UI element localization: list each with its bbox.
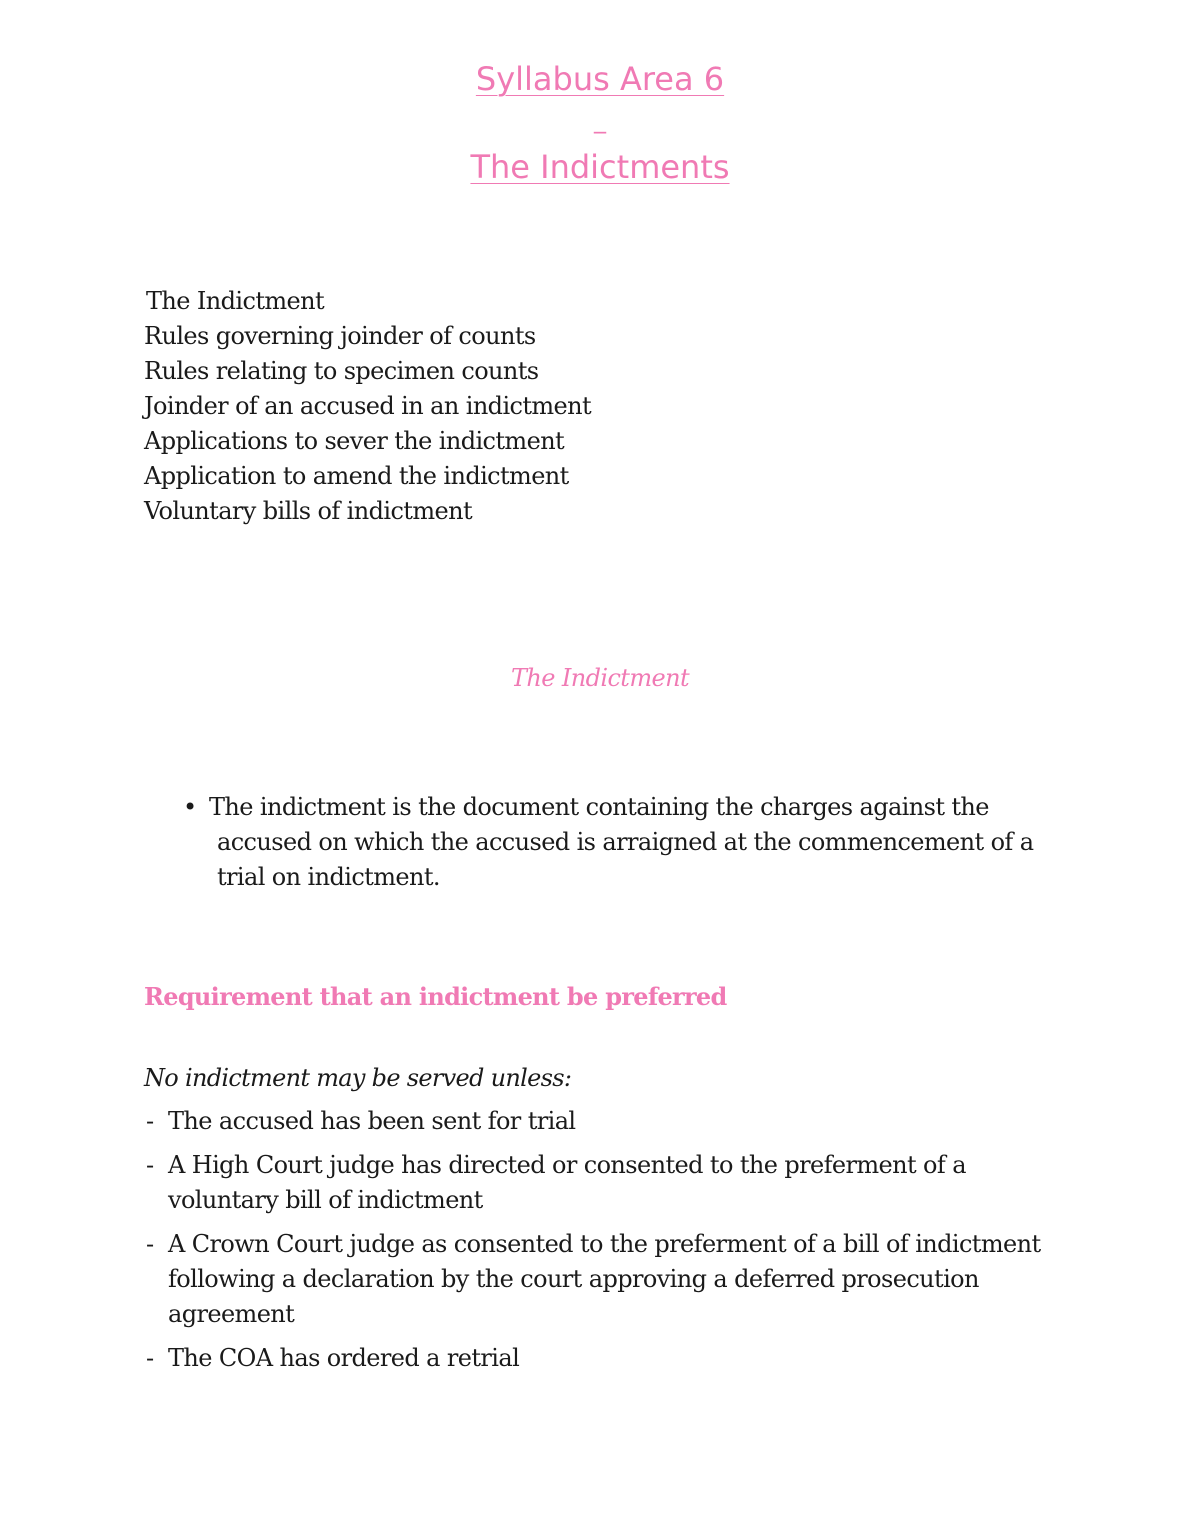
list-item	[144, 1104, 1044, 1139]
contents-item: Joinder of an accused in an indictment	[144, 392, 592, 420]
bullet-paragraph	[183, 790, 1043, 895]
section-heading: The Indictment	[510, 664, 690, 692]
list-item	[144, 1227, 1044, 1332]
contents-item: Rules relating to specimen counts	[144, 357, 539, 385]
list-item-text: A High Court judge has directed or consented to the preferment of a voluntary bill of indictment	[168, 1151, 966, 1214]
page-title-line1: Syllabus Area 6	[475, 60, 725, 98]
contents-item: The Indictment	[146, 287, 325, 315]
dash-icon: -	[146, 1107, 154, 1135]
dash-icon: -	[146, 1230, 154, 1258]
bullet-line: trial on indictment.	[217, 863, 440, 891]
list-item-text: The accused has been sent for trial	[168, 1107, 576, 1135]
requirement-list	[144, 1104, 1044, 1385]
contents-item: Application to amend the indictment	[144, 462, 569, 490]
contents-item: Rules governing joinder of counts	[144, 322, 536, 350]
list-item-text: A Crown Court judge as consented to the preferment of a bill of indictment following a declaration by the court approving a deferred prosecution agreement	[168, 1230, 1041, 1328]
contents-item: Applications to sever the indictment	[144, 427, 565, 455]
list-item-text: The COA has ordered a retrial	[168, 1344, 520, 1372]
bullet-line: The indictment is the document containing the charges against the	[209, 793, 989, 821]
list-item	[144, 1341, 1044, 1376]
bullet-icon: •	[183, 793, 197, 821]
contents-item: Voluntary bills of indictment	[144, 497, 472, 525]
contents-list	[144, 284, 591, 529]
dash-icon: -	[146, 1151, 154, 1179]
requirement-intro: No indictment may be served unless:	[144, 1064, 572, 1092]
requirement-heading: Requirement that an indictment be preferred	[144, 982, 727, 1011]
page-title-line2: The Indictments	[470, 148, 730, 186]
bullet-line: accused on which the accused is arraigned at the commencement of a	[217, 828, 1034, 856]
list-item	[144, 1148, 1044, 1218]
dash-icon: -	[146, 1344, 154, 1372]
title-separator: _	[594, 106, 606, 134]
